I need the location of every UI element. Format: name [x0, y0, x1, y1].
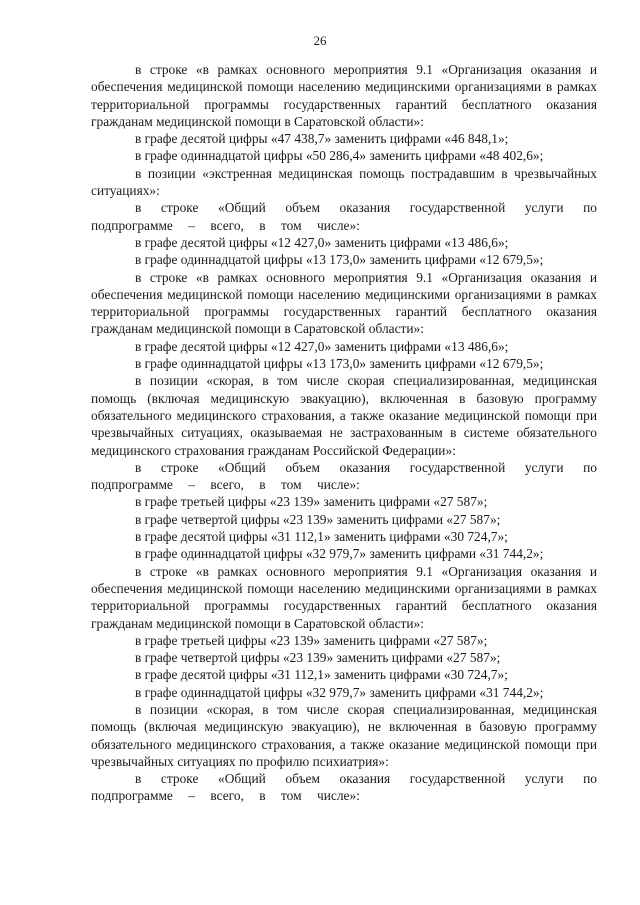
paragraph: в графе четвертой цифры «23 139» заменить цифрами «27 587»; — [135, 511, 501, 527]
paragraph: в строке «в рамках основного мероприятия 9.1 «Организация оказания и обеспечения медицинской помощи населению медицинскими организациями в рамках территориальной программы государственных гарантий бесплатного оказания гражданам медицинской помощи в Саратовской области»: — [91, 62, 597, 129]
paragraph: в графе десятой цифры «47 438,7» заменить цифрами «46 848,1»; — [135, 131, 509, 147]
paragraph: в позиции «экстренная медицинская помощь пострадавшим в чрезвычайных ситуациях»: — [91, 165, 597, 199]
paragraph: в графе одиннадцатой цифры «13 173,0» заменить цифрами «12 679,5»; — [135, 356, 544, 372]
paragraph: в строке «Общий объем оказания государственной услуги по подпрограмме – всего, в том числе»: — [91, 771, 597, 804]
paragraph: в графе одиннадцатой цифры «32 979,7» заменить цифрами «31 744,2»; — [135, 684, 544, 700]
paragraph: в позиции «скорая, в том числе скорая специализированная, медицинская помощь (включая медицинскую эвакуацию), включенная в базовую программу обязательного медицинского страхования, а также оказание медицинской помощи при чрезвычайных ситуациях, оказываемая не застрахованным в системе обязательного медицинского страхования гражданам Российской Федерации»: — [91, 373, 597, 458]
paragraph: в строке «в рамках основного мероприятия 9.1 «Организация оказания и обеспечения медицинской помощи населению медицинскими организациями в рамках территориальной программы государственных гарантий бесплатного оказания гражданам медицинской помощи в Саратовской области»: — [91, 269, 597, 337]
paragraph: в графе одиннадцатой цифры «50 286,4» заменить цифрами «48 402,6»; — [135, 148, 544, 164]
paragraph: в графе четвертой цифры «23 139» заменить цифрами «27 587»; — [135, 650, 501, 666]
document-body — [91, 61, 597, 805]
paragraph: в графе десятой цифры «12 427,0» заменить цифрами «13 486,6»; — [135, 234, 509, 250]
paragraph: в графе десятой цифры «31 112,1» заменить цифрами «30 724,7»; — [135, 667, 508, 683]
paragraph: в строке «Общий объем оказания государственной услуги по подпрограмме – всего, в том числе»: — [91, 459, 597, 493]
page-number: 26 — [313, 33, 327, 48]
paragraph: в графе одиннадцатой цифры «13 173,0» заменить цифрами «12 679,5»; — [135, 252, 544, 268]
paragraph: в графе третьей цифры «23 139» заменить цифрами «27 587»; — [135, 632, 488, 648]
paragraph: в позиции «скорая, в том числе скорая специализированная, медицинская помощь (включая медицинскую эвакуацию), не включенная в базовую программу обязательного медицинского страхования, а также оказание медицинской помощи при чрезвычайных ситуациях по профилю психиатрия»: — [91, 701, 597, 769]
paragraph: в строке «Общий объем оказания государственной услуги по подпрограмме – всего, в том числе»: — [91, 200, 597, 233]
paragraph: в графе десятой цифры «31 112,1» заменить цифрами «30 724,7»; — [135, 529, 508, 545]
paragraph: в строке «в рамках основного мероприятия 9.1 «Организация оказания и обеспечения медицинской помощи населению медицинскими организациями в рамках территориальной программы государственных гарантий бесплатного оказания гражданам медицинской помощи в Саратовской области»: — [91, 563, 597, 631]
paragraph: в графе одиннадцатой цифры «32 979,7» заменить цифрами «31 744,2»; — [135, 546, 544, 562]
paragraph: в графе десятой цифры «12 427,0» заменить цифрами «13 486,6»; — [135, 338, 509, 354]
paragraph: в графе третьей цифры «23 139» заменить цифрами «27 587»; — [135, 494, 488, 510]
